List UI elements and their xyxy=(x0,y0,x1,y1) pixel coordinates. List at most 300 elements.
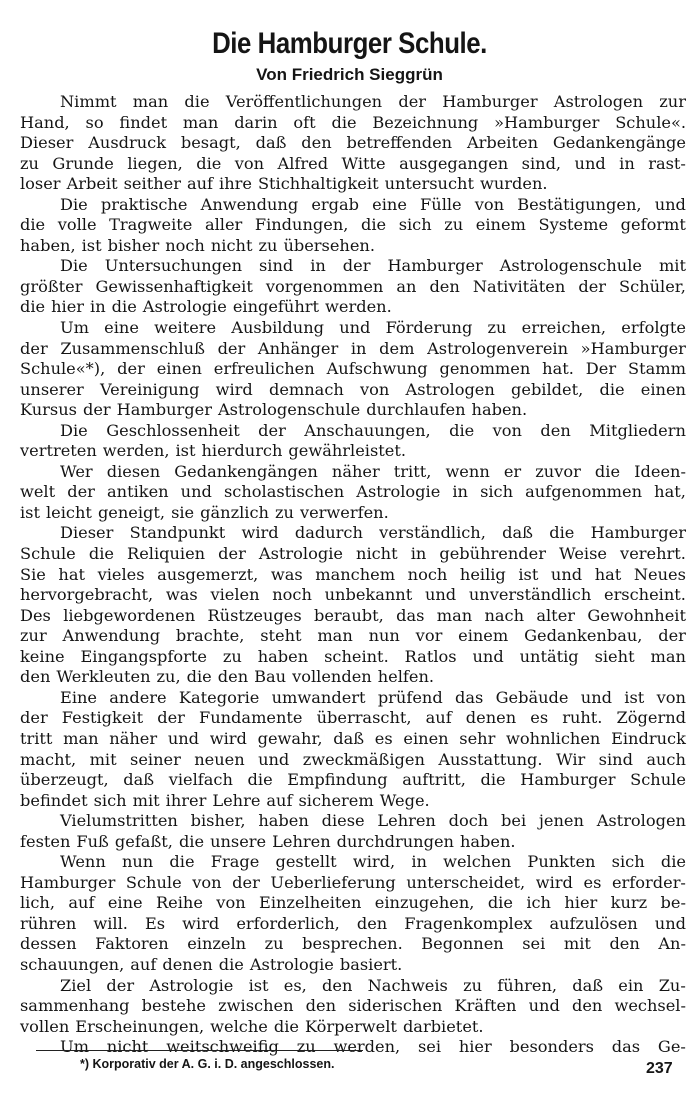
word: ist xyxy=(518,564,539,584)
word: darbietet. xyxy=(402,1016,484,1036)
word: Anwendung xyxy=(62,626,161,646)
word: Gebäude xyxy=(495,687,569,707)
word: dadurch xyxy=(294,523,363,543)
word: wird xyxy=(241,523,279,543)
word: der xyxy=(20,708,48,728)
word: und xyxy=(180,482,212,502)
word: einem xyxy=(475,215,526,235)
word: ist xyxy=(248,975,269,995)
text-line xyxy=(20,934,686,955)
text-line xyxy=(20,750,686,771)
word: tritt, xyxy=(393,461,432,481)
word: einzeln xyxy=(187,934,247,954)
word: die xyxy=(360,215,387,235)
word: Lehren xyxy=(272,831,331,851)
text-line xyxy=(20,688,686,709)
word: einen xyxy=(640,379,686,399)
word: Wenn xyxy=(60,852,106,872)
word: Vereinigung xyxy=(99,379,200,399)
word: werden, xyxy=(333,1037,401,1057)
word: Kategorie xyxy=(178,687,260,707)
word: auf xyxy=(186,174,214,194)
word: Stichhaltigkeit xyxy=(257,174,379,194)
word: den xyxy=(540,420,571,440)
word: Astrologie xyxy=(149,975,234,995)
word: sich xyxy=(480,482,514,502)
word: von xyxy=(360,379,390,399)
word: Förderung xyxy=(385,318,473,338)
word: zu xyxy=(20,153,39,173)
word: zu xyxy=(463,975,483,995)
word: Astrologenschule xyxy=(499,256,642,276)
word: auch xyxy=(646,749,686,769)
word: sieht xyxy=(594,646,635,666)
word: diesen xyxy=(106,461,161,481)
text-line xyxy=(20,852,686,873)
word: er xyxy=(503,461,522,481)
word: es xyxy=(530,708,549,728)
word: Hamburger xyxy=(520,770,616,790)
article-body xyxy=(20,92,686,1058)
word: siderischen xyxy=(348,996,443,1016)
word: so xyxy=(85,112,104,132)
word: liebgewordenen xyxy=(63,605,196,625)
text-line xyxy=(20,770,686,791)
word: die xyxy=(549,523,575,543)
word: zu xyxy=(444,215,464,235)
word: Hamburger xyxy=(590,523,686,543)
word: haben xyxy=(257,646,309,666)
word: verehrt. xyxy=(620,544,686,564)
word: ist xyxy=(81,235,102,255)
text-line xyxy=(20,976,686,997)
word: hervorgebracht, xyxy=(20,585,154,605)
word: be- xyxy=(660,893,686,913)
text-line xyxy=(20,1017,686,1038)
word: Begonnen xyxy=(421,934,504,954)
word: Untersuchungen xyxy=(104,256,243,276)
word: was xyxy=(270,564,303,584)
word: steht xyxy=(260,626,302,646)
word: und xyxy=(528,996,560,1016)
word: zuvor xyxy=(535,461,581,481)
word: wurden. xyxy=(479,174,548,194)
word: verwerfen. xyxy=(299,502,389,522)
word: leicht xyxy=(46,502,92,522)
word: bisher xyxy=(107,235,160,255)
word: Grunde xyxy=(52,153,114,173)
word: zu xyxy=(264,934,284,954)
word: nun xyxy=(368,626,400,646)
word: gestellt xyxy=(275,852,337,872)
word: der xyxy=(218,544,246,564)
word: zu xyxy=(487,318,507,338)
word: zu xyxy=(296,1037,316,1057)
word: haben xyxy=(258,811,309,831)
word: untätig xyxy=(519,646,579,666)
word: schauungen, xyxy=(20,954,125,974)
word: tritt xyxy=(20,728,53,748)
text-line xyxy=(20,523,686,544)
text-line xyxy=(20,893,686,914)
word: Eingangspforte xyxy=(80,646,207,666)
word: hat, xyxy=(654,482,686,502)
word: man xyxy=(182,112,219,132)
text-line xyxy=(20,955,686,976)
word: sehr xyxy=(459,728,496,748)
word: die xyxy=(480,770,506,790)
word: Gedankenbau, xyxy=(524,626,643,646)
word: daß xyxy=(123,770,155,790)
word: Um xyxy=(60,318,89,338)
word: sei xyxy=(522,934,546,954)
word: gewahr, xyxy=(257,728,323,748)
word: Nimmt xyxy=(60,92,117,111)
word: in xyxy=(619,153,635,173)
word: die xyxy=(178,831,205,851)
text-line xyxy=(20,626,686,647)
word: und xyxy=(167,728,200,748)
text-line xyxy=(20,400,686,421)
word: der xyxy=(20,338,48,358)
text-line xyxy=(20,256,686,277)
word: Aufschwung xyxy=(326,359,428,379)
text-line xyxy=(20,565,686,586)
word: das xyxy=(611,1037,641,1057)
word: Einzelheiten xyxy=(259,893,362,913)
word: Werkleuten xyxy=(56,667,151,687)
word: den xyxy=(217,667,249,687)
word: Körperwelt xyxy=(304,1016,397,1036)
word: es, xyxy=(283,975,307,995)
word: und xyxy=(424,585,457,605)
word: man xyxy=(650,646,686,666)
word: die xyxy=(449,420,475,440)
word: macht, xyxy=(20,749,77,769)
word: volle xyxy=(57,215,97,235)
word: zu, xyxy=(156,667,181,687)
word: untersucht xyxy=(384,174,474,194)
word: gewährleistet. xyxy=(288,441,407,461)
word: Weise xyxy=(559,544,607,564)
word: vollenden xyxy=(292,667,372,687)
word: hat xyxy=(594,564,622,584)
word: vielfach xyxy=(168,770,233,790)
word: Reliquien xyxy=(127,544,206,564)
word: und xyxy=(654,194,686,214)
text-line xyxy=(20,811,686,832)
word: prüfend xyxy=(377,687,443,707)
word: Die xyxy=(60,420,88,440)
word: die xyxy=(487,893,513,913)
word: beraubt, xyxy=(313,605,384,625)
word: den xyxy=(20,667,51,687)
word: Hamburger xyxy=(442,92,538,111)
word: auf xyxy=(266,790,293,810)
word: »Hamburger xyxy=(494,112,600,132)
word: Anschauungen, xyxy=(304,420,431,440)
word: in xyxy=(452,482,468,502)
word: Festigkeit xyxy=(61,708,144,728)
word: nicht xyxy=(210,235,253,255)
word: haben. xyxy=(471,400,528,420)
word: unserer xyxy=(20,379,84,399)
word: wird, xyxy=(352,852,396,872)
word: die xyxy=(184,92,210,111)
word: die xyxy=(660,852,686,872)
word: man xyxy=(436,605,473,625)
word: Schule«*), xyxy=(20,359,106,379)
word: Mitgliedern xyxy=(589,420,686,440)
word: die xyxy=(88,544,114,564)
word: und xyxy=(258,749,290,769)
word: von xyxy=(474,194,505,214)
word: Ausdruck xyxy=(88,133,167,153)
text-line xyxy=(20,441,686,462)
word: der xyxy=(157,708,185,728)
word: denen xyxy=(465,708,517,728)
word: gefaßt, xyxy=(114,831,173,851)
word: vieles xyxy=(97,564,145,584)
word: was xyxy=(165,585,198,605)
word: geneigt, xyxy=(97,502,166,522)
text-line xyxy=(20,1037,686,1058)
word: antiken xyxy=(107,482,169,502)
word: Ideen- xyxy=(634,461,686,481)
word: will. xyxy=(93,913,128,933)
word: ruht. xyxy=(562,708,603,728)
word: überrascht, xyxy=(316,708,412,728)
word: welchen xyxy=(443,852,512,872)
word: wohnlichen xyxy=(506,728,601,748)
text-line xyxy=(20,113,686,134)
word: Hand, xyxy=(20,112,70,132)
word: ist xyxy=(20,502,40,522)
word: Faktoren xyxy=(95,934,169,954)
word: der xyxy=(232,872,260,892)
word: den xyxy=(571,996,603,1016)
word: haben, xyxy=(20,235,76,255)
word: heilig xyxy=(459,564,506,584)
word: scholastischen xyxy=(223,482,345,502)
word: den xyxy=(609,934,640,954)
word: nach xyxy=(484,605,525,625)
text-line xyxy=(20,585,686,606)
text-line xyxy=(20,133,686,154)
text-line xyxy=(20,462,686,483)
word: Zusammenschluß xyxy=(60,338,205,358)
word: bisher, xyxy=(190,811,246,831)
word: neuen xyxy=(194,749,245,769)
word: vollen xyxy=(20,1016,70,1036)
word: Astrologen xyxy=(405,379,495,399)
word: die xyxy=(20,297,46,317)
word: Ratlos xyxy=(404,646,457,666)
word: verständlich, xyxy=(379,523,486,543)
word: man xyxy=(317,626,353,646)
word: Ge- xyxy=(657,1037,686,1057)
word: sich xyxy=(398,215,432,235)
word: lich, xyxy=(20,893,55,913)
word: seiner xyxy=(130,749,181,769)
word: und xyxy=(339,318,371,338)
word: Fülle xyxy=(420,194,462,214)
word: Arbeiten xyxy=(466,133,538,153)
word: zu xyxy=(258,235,278,255)
word: überzeugt, xyxy=(20,770,109,790)
word: andere xyxy=(109,687,167,707)
word: in xyxy=(90,297,106,317)
text-line xyxy=(20,380,686,401)
word: aufgenommen xyxy=(525,482,643,502)
text-line xyxy=(20,421,686,442)
word: einem xyxy=(458,626,509,646)
word: Lehre xyxy=(212,790,261,810)
word: wird xyxy=(209,728,247,748)
word: darin xyxy=(234,112,278,132)
word: ist xyxy=(175,441,196,461)
word: besonders xyxy=(509,1037,594,1057)
word: ausgegangen xyxy=(399,153,509,173)
word: keine xyxy=(20,646,65,666)
word: Sie xyxy=(20,564,46,584)
word: einen xyxy=(156,359,202,379)
word: Der xyxy=(585,359,617,379)
word: liegen, xyxy=(127,153,183,173)
word: Empfindung xyxy=(287,770,388,790)
word: umwandert xyxy=(271,687,366,707)
word: zur xyxy=(20,626,47,646)
word: Punkten xyxy=(527,852,596,872)
word: Hamburger xyxy=(116,400,212,420)
word: erfreulichen xyxy=(213,359,315,379)
word: Astrologen xyxy=(596,811,686,831)
word: sammenhang xyxy=(20,996,130,1016)
word: Die xyxy=(60,194,88,214)
word: oft xyxy=(293,112,316,132)
word: ich xyxy=(526,893,551,913)
word: Gewohnheit xyxy=(587,605,686,625)
word: eingeführt xyxy=(232,297,320,317)
footnote-divider xyxy=(36,1050,363,1051)
word: mit xyxy=(132,790,160,810)
word: in xyxy=(411,852,427,872)
word: von xyxy=(216,893,246,913)
word: Gedankengängen xyxy=(174,461,318,481)
word: die xyxy=(273,1016,299,1036)
word: von xyxy=(234,153,265,173)
word: Wir xyxy=(555,749,586,769)
word: gänzlich xyxy=(200,502,269,522)
word: sicherem xyxy=(298,790,374,810)
word: die xyxy=(331,112,357,132)
word: wird xyxy=(182,913,220,933)
word: Es xyxy=(144,913,166,933)
word: Bau xyxy=(254,667,287,687)
word: das xyxy=(454,687,484,707)
word: helfen. xyxy=(377,667,435,687)
word: hat xyxy=(58,564,86,584)
word: unsere xyxy=(210,831,267,851)
word: Nachweis xyxy=(367,975,448,995)
word: unbekannt xyxy=(324,585,413,605)
word: es xyxy=(583,872,602,892)
word: Nativitäten xyxy=(472,276,566,296)
word: hat. xyxy=(542,359,574,379)
word: erforderlich, xyxy=(236,913,340,933)
word: den xyxy=(301,133,332,153)
word: sei xyxy=(417,1037,442,1057)
word: wechsel- xyxy=(614,996,686,1016)
word: hier xyxy=(564,893,598,913)
word: werden, xyxy=(102,441,170,461)
word: dem xyxy=(379,338,415,358)
text-line xyxy=(20,832,686,853)
word: und xyxy=(550,564,583,584)
word: bestehe xyxy=(141,996,207,1016)
word: denen xyxy=(162,954,213,974)
word: Anwendung xyxy=(200,194,299,214)
word: ein xyxy=(618,975,644,995)
word: der xyxy=(398,92,427,111)
word: Rüstzeuges xyxy=(207,605,302,625)
word: Zögernd xyxy=(616,708,686,728)
word: Schule«. xyxy=(615,112,686,132)
word: Dieser xyxy=(20,133,74,153)
word: das xyxy=(396,605,425,625)
text-line xyxy=(20,503,686,524)
word: sich xyxy=(93,790,127,810)
word: seither xyxy=(123,174,181,194)
word: »Hamburger xyxy=(580,338,686,358)
word: Geschlossenheit xyxy=(106,420,240,440)
word: brachte, xyxy=(175,626,245,646)
word: betreffenden xyxy=(346,133,453,153)
word: Eindruck xyxy=(611,728,686,748)
word: Erscheinungen, xyxy=(75,1016,205,1036)
word: Gewissenhaftigkeit xyxy=(95,276,253,296)
word: Zu- xyxy=(658,975,686,995)
word: Bestätigungen, xyxy=(517,194,642,214)
word: und xyxy=(654,913,686,933)
author-byline: Von Friedrich Sieggrün xyxy=(256,65,443,84)
word: Ziel xyxy=(60,975,92,995)
article-title: Die Hamburger Schule. xyxy=(212,27,487,60)
text-line xyxy=(20,154,686,175)
word: Ausbildung xyxy=(231,318,325,338)
word: einzugehen, xyxy=(374,893,475,913)
word: noch xyxy=(407,564,448,584)
word: von xyxy=(492,420,522,440)
word: rühren xyxy=(20,913,77,933)
word: noch xyxy=(272,585,312,605)
text-line xyxy=(20,215,686,236)
word: ihrer xyxy=(165,790,207,810)
word: auf xyxy=(68,893,95,913)
word: auf xyxy=(130,954,157,974)
word: ergab xyxy=(311,194,360,214)
word: die xyxy=(111,297,137,317)
word: Veröffentlichungen xyxy=(225,92,383,111)
word: Astrologie xyxy=(356,482,441,502)
word: Dieser xyxy=(60,523,114,543)
text-line xyxy=(20,791,686,812)
word: Astrologenverein xyxy=(427,338,569,358)
word: nicht xyxy=(106,1037,149,1057)
word: die xyxy=(169,852,195,872)
word: der xyxy=(117,359,145,379)
word: die xyxy=(196,153,222,173)
